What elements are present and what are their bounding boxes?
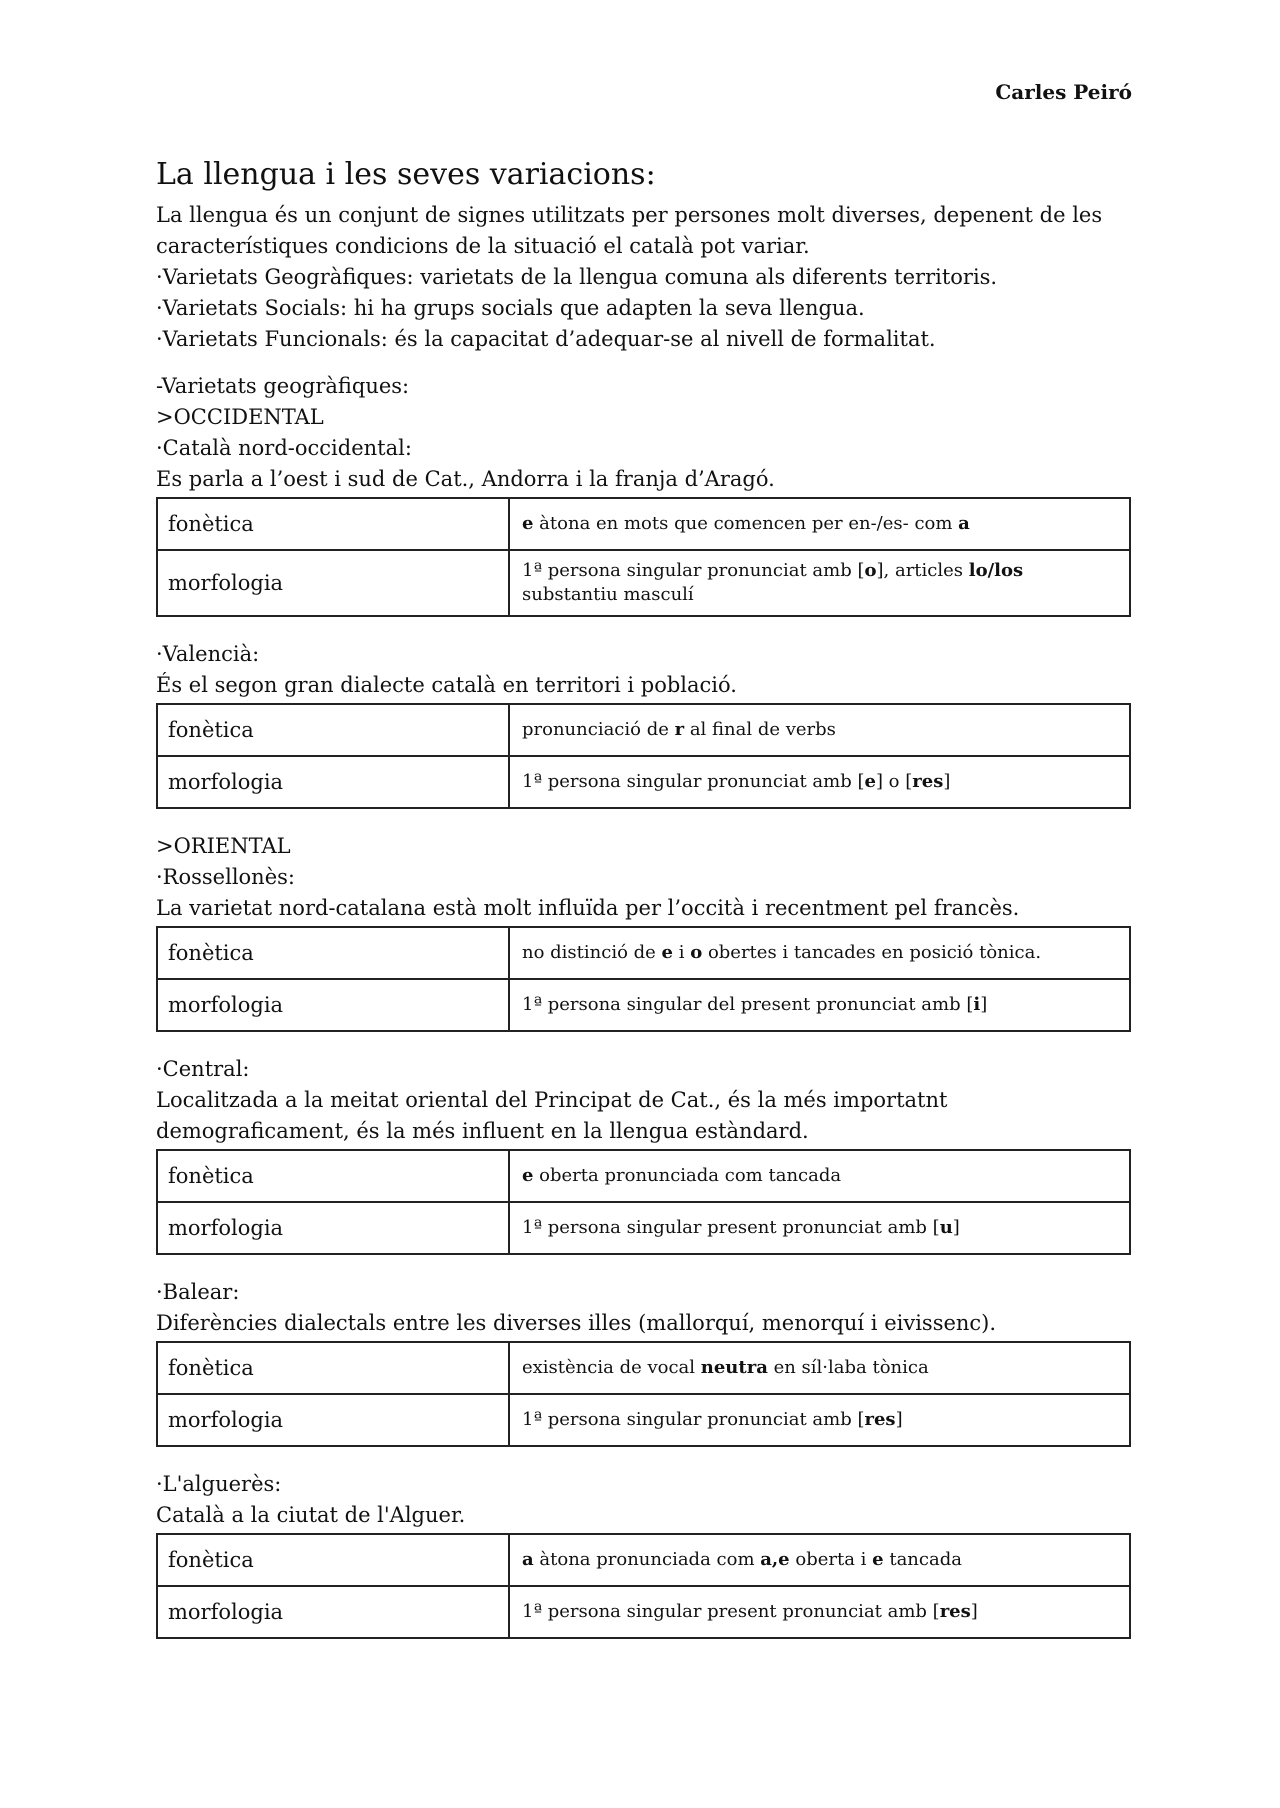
table-row <box>157 1202 1130 1254</box>
morfologia-label: morfologia <box>157 979 509 1031</box>
bold-term: o <box>690 942 703 963</box>
fonetica-label: fonètica <box>157 1150 509 1202</box>
dialect-name: ·L'alguerès: <box>156 1472 282 1496</box>
text-run: ] <box>952 1217 960 1238</box>
bold-term: a <box>958 513 970 534</box>
text-run: ] <box>895 1409 903 1430</box>
intro-functional: ·Varietats Funcionals: és la capacitat d’adequar-se al nivell de formalitat. <box>156 327 936 351</box>
dialect-description: La varietat nord-catalana està molt influïda per l’occità i recentment pel francès. <box>156 896 1020 920</box>
bold-term: a,e <box>760 1549 790 1570</box>
dialect-table-central <box>156 1149 1131 1255</box>
bold-term: e <box>864 771 876 792</box>
table-row <box>157 1342 1130 1394</box>
oriental-heading: >ORIENTAL <box>156 834 291 858</box>
text-run: tancada <box>883 1549 962 1570</box>
fonetica-desc <box>509 498 1130 550</box>
bold-term: r <box>674 719 685 740</box>
text-run: ] <box>970 1601 978 1622</box>
text-run: oberta pronunciada com tancada <box>533 1165 842 1186</box>
bold-term: i <box>973 994 981 1015</box>
fonetica-desc <box>509 1342 1130 1394</box>
table-row <box>157 1394 1130 1446</box>
dialect-name: ·Central: <box>156 1057 250 1081</box>
dialect-table-nordoccidental <box>156 497 1131 617</box>
table-row <box>157 927 1130 979</box>
bold-term: res <box>912 771 944 792</box>
morfologia-desc <box>509 1586 1130 1638</box>
bold-term: e <box>661 942 673 963</box>
intro-geographic: ·Varietats Geogràfiques: varietats de la llengua comuna als diferents territoris. <box>156 265 998 289</box>
morfologia-label: morfologia <box>157 1586 509 1638</box>
text-run: pronunciació de <box>522 719 675 740</box>
morfologia-label: morfologia <box>157 1202 509 1254</box>
text-run: 1ª persona singular pronunciat amb [ <box>522 560 865 581</box>
text-run: àtona en mots que comencen per en-/es- com <box>533 513 959 534</box>
bold-term: neutra <box>700 1357 768 1378</box>
morfologia-desc <box>509 979 1130 1031</box>
text-run: no distinció de <box>522 942 662 963</box>
table-row <box>157 550 1130 616</box>
text-run: ], articles <box>876 560 969 581</box>
morfologia-desc <box>509 1202 1130 1254</box>
fonetica-label: fonètica <box>157 927 509 979</box>
text-run: al final de verbs <box>684 719 836 740</box>
dialect-name: ·Català nord-occidental: <box>156 436 412 460</box>
document-body <box>156 156 1131 1661</box>
dialect-description: És el segon gran dialecte català en territori i població. <box>156 673 737 697</box>
bold-term: e <box>872 1549 884 1570</box>
text-run: obertes i tancades en posició tònica. <box>702 942 1042 963</box>
text-run: substantiu masculí <box>522 584 694 605</box>
page-title: La llengua i les seves variacions: <box>156 157 656 192</box>
intro-paragraph: La llengua és un conjunt de signes utilitzats per persones molt diverses, depenent de les característiques condicions de la situació el català pot variar. <box>156 203 1103 258</box>
morfologia-desc <box>509 550 1130 616</box>
bold-term: res <box>939 1601 971 1622</box>
author-name: Carles Peiró <box>995 80 1132 104</box>
text-run: àtona pronunciada com <box>533 1549 761 1570</box>
dialect-description: Diferències dialectals entre les diverses illes (mallorquí, menorquí i eivissenc). <box>156 1311 997 1335</box>
table-row <box>157 1534 1130 1586</box>
text-run: 1ª persona singular pronunciat amb [ <box>522 1409 865 1430</box>
fonetica-desc <box>509 927 1130 979</box>
bold-term: u <box>939 1217 953 1238</box>
fonetica-desc <box>509 1534 1130 1586</box>
dialect-description: Localitzada a la meitat oriental del Principat de Cat., és la més importatnt demograficament, és la més influent en la llengua estàndard. <box>156 1088 948 1143</box>
table-row <box>157 498 1130 550</box>
text-run: ] <box>943 771 951 792</box>
dialect-description: Es parla a l’oest i sud de Cat., Andorra i la franja d’Aragó. <box>156 467 775 491</box>
bold-term: e <box>522 1165 534 1186</box>
bold-term: o <box>864 560 877 581</box>
bold-term: a <box>522 1549 534 1570</box>
text-run: ] o [ <box>875 771 913 792</box>
text-run: ] <box>980 994 988 1015</box>
dialect-table-algueres <box>156 1533 1131 1639</box>
text-run: existència de vocal <box>522 1357 701 1378</box>
dialect-name: ·Rossellonès: <box>156 865 295 889</box>
bold-term: res <box>864 1409 896 1430</box>
dialect-table-balear <box>156 1341 1131 1447</box>
fonetica-desc <box>509 1150 1130 1202</box>
morfologia-label: morfologia <box>157 1394 509 1446</box>
fonetica-label: fonètica <box>157 1534 509 1586</box>
table-row <box>157 1150 1130 1202</box>
text-run: 1ª persona singular del present pronunciat amb [ <box>522 994 974 1015</box>
text-run: en síl·laba tònica <box>767 1357 929 1378</box>
dialect-table-rossellones <box>156 926 1131 1032</box>
text-run: 1ª persona singular present pronunciat amb [ <box>522 1217 940 1238</box>
fonetica-desc <box>509 704 1130 756</box>
morfologia-desc <box>509 756 1130 808</box>
dialect-name: ·Valencià: <box>156 642 260 666</box>
table-row <box>157 1586 1130 1638</box>
table-row <box>157 979 1130 1031</box>
morfologia-desc <box>509 1394 1130 1446</box>
table-row <box>157 704 1130 756</box>
bold-term: lo/los <box>968 560 1024 581</box>
dialect-description: Català a la ciutat de l'Alguer. <box>156 1503 466 1527</box>
text-run: 1ª persona singular pronunciat amb [ <box>522 771 865 792</box>
bold-term: e <box>522 513 534 534</box>
fonetica-label: fonètica <box>157 704 509 756</box>
text-run: oberta i <box>789 1549 873 1570</box>
geo-heading: -Varietats geogràfiques: <box>156 374 410 398</box>
fonetica-label: fonètica <box>157 1342 509 1394</box>
table-row <box>157 756 1130 808</box>
text-run: i <box>673 942 691 963</box>
morfologia-label: morfologia <box>157 756 509 808</box>
text-run: 1ª persona singular present pronunciat amb [ <box>522 1601 940 1622</box>
occidental-heading: >OCCIDENTAL <box>156 405 324 429</box>
morfologia-label: morfologia <box>157 550 509 616</box>
dialect-name: ·Balear: <box>156 1280 240 1304</box>
intro-social: ·Varietats Socials: hi ha grups socials que adapten la seva llengua. <box>156 296 865 320</box>
fonetica-label: fonètica <box>157 498 509 550</box>
dialect-table-valencia <box>156 703 1131 809</box>
